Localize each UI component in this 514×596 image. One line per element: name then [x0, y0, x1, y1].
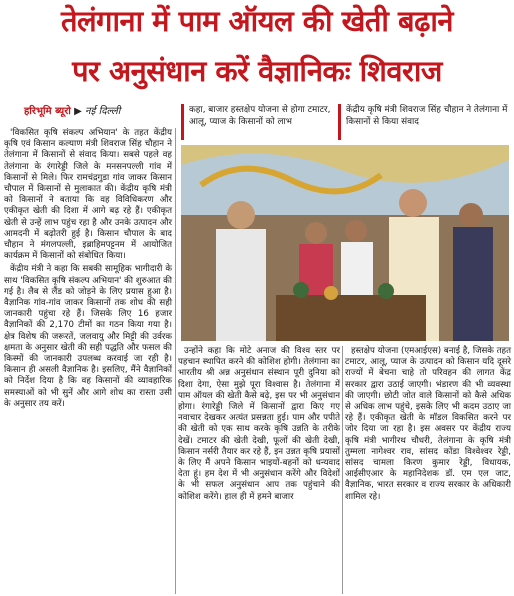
- article-column-1: [4, 128, 172, 412]
- dateline-separator: ▶: [74, 106, 85, 117]
- paragraph: हस्तक्षेप योजना (एमआईएस) बनाई है, जिसके तहत टमाटर, आलू, प्याज के उत्पादन को किसान यदि दूसरे राज्यों में बेचना चाहे तो परिवहन की लागत केंद्र सरकार द्वारा उठाई जाएगी। भंडारण की भी व्यवस्था की जाएगी। छोटी जोत वाले किसानों को कैसे अधिक से अधिक लाभ पहुंचे, इसके लिए भी कदम उठाए जा रहे हैं। एकीकृत खेती के मॉडल विकसित करने पर जोर दिया जा रहा है। इस अवसर पर केंद्रीय राज्य कृषि मंत्री भागीरथ चौधरी, तेलंगाना के कृषि मंत्री तुम्मला नागेश्वर राव, सांसद कोंडा विश्वेश्वर रेड्डी, सांसद चामला किरण कुमार रेड्डी, विधायक, आईसीएआर के महानिदेशक डॉ. एम एल जाट, वैज्ञानिक, भारत सरकार व राज्य सरकार के अधिकारी शामिल रहे।: [345, 346, 511, 502]
- article-column-3: [345, 346, 511, 505]
- paragraph: 'विकसित कृषि संकल्प अभियान' के तहत केंद्रीय कृषि एवं किसान कल्याण मंत्री शिवराज सिंह चौहान ने तेलंगाना में किसानों से संवाद किया। सबसे पहले वह तेलंगाना के रंगारेड्डी जिले के मनसनपल्ली गांव में किसानों से मिले। फिर रामचंद्रगुडा गांव जाकर किसान चौपाल में किसानों से मुलाकात की। केंद्रीय कृषि मंत्री को किसानों ने बताया कि वह विविधिकरण और एकीकृत खेती की दिशा में आगे बढ़ रहे हैं। एकीकृत खेती से उन्हें लाभ पहुंच रहा है और उनके उत्पादन और आमदनी में बढ़ोतरी हुई है। किसान चौपाल के बाद चौहान ने मंगलपल्ली, इब्राहिमपट्टनम में आयोजित कार्यक्रम में किसानों को संबोधित किया।: [4, 128, 172, 262]
- dateline-source: हरिभूमि ब्यूरो: [24, 106, 71, 117]
- paragraph: उन्होंने कहा कि मोटे अनाज की विश्व स्तर पर पहचान स्थापित करने की कोशिश होगी। तेलंगाना का भारतीय श्री अन्न अनुसंधान संस्थान पूरी दुनिया को दिशा देगा, ऐसा मुझे पूरा विश्वास है। तेलंगाना में पाम ऑयल की खेती कैसे बढ़े, इस पर भी अनुसंधान होगा। रंगारेड्डी जिले में किसानों द्वारा किए गए नवाचार देखकर अत्यंत प्रसन्नता हुई। पाम और पपीते की खेती को एक साथ करके कृषि उन्नति के तरीके देखें। टमाटर की खेती देखी, फूलों की खेती देखी, किसान नर्सरी तैयार कर रहे हैं, इन उन्नत कृषि प्रयासों के लिए मैं अपने किसान भाइयों-बहनों को धन्यवाद देता हूं। हम देश में भी अनुसंधान करेंगे और विदेशों के भी सफल अनुसंधान आप तक पहुंचाने की कोशिश करेंगे। हाल ही में हमने बाजार: [178, 346, 340, 502]
- column-divider: [175, 128, 176, 594]
- dateline-place: नई दिल्ली: [84, 106, 121, 117]
- news-photo-illustration: [181, 145, 509, 341]
- headline-line-2: पर अनुसंधान करें वैज्ञानिकः शिवराज: [72, 54, 442, 88]
- article-column-2: [178, 346, 340, 505]
- headline-line-1: तेलंगाना में पाम ऑयल की खेती बढ़ाने: [60, 4, 454, 38]
- photo-caption-left: कहा, बाजार हस्तक्षेप योजना से होगा टमाटर, आलू, प्याज के किसानों को लाभ: [181, 104, 337, 140]
- dateline: [24, 103, 120, 117]
- news-photo: [181, 145, 509, 341]
- column-divider: [342, 346, 343, 594]
- photo-caption-right: केंद्रीय कृषि मंत्री शिवराज सिंह चौहान ने तेलंगाना में किसानों से किया संवाद: [338, 104, 514, 140]
- paragraph: केंद्रीय मंत्री ने कहा कि सबकी सामूहिक भागीदारी के साथ 'विकसित कृषि संकल्प अभियान' की शुरुआत की गई है। लैब से लैंड को जोड़ने के लिए प्रयास हुआ है। वैज्ञानिक गांव-गांव जाकर किसानों तक शोध की सही जानकारी पहुंचा रहे हैं। जिसके लिए 16 हजार वैज्ञानिकों की 2,170 टीमों का गठन किया गया है। क्षेत्र विशेष की जरूरतें, जलवायु और मिट्टी की उर्वरक क्षमता के अनुसार खेती की सही पद्धति और फसल की किस्मों की जानकारी उपलब्ध करवाई जा रही है। किसान ही असली वैज्ञानिक है। इसलिए, मैंने वैज्ञानिकों को निर्देश दिया है कि वह किसानों की व्यावहारिक समस्याओं को भी सुनें और आगे शोध का रास्ता उसी के अनुसार तय करें।: [4, 264, 172, 409]
